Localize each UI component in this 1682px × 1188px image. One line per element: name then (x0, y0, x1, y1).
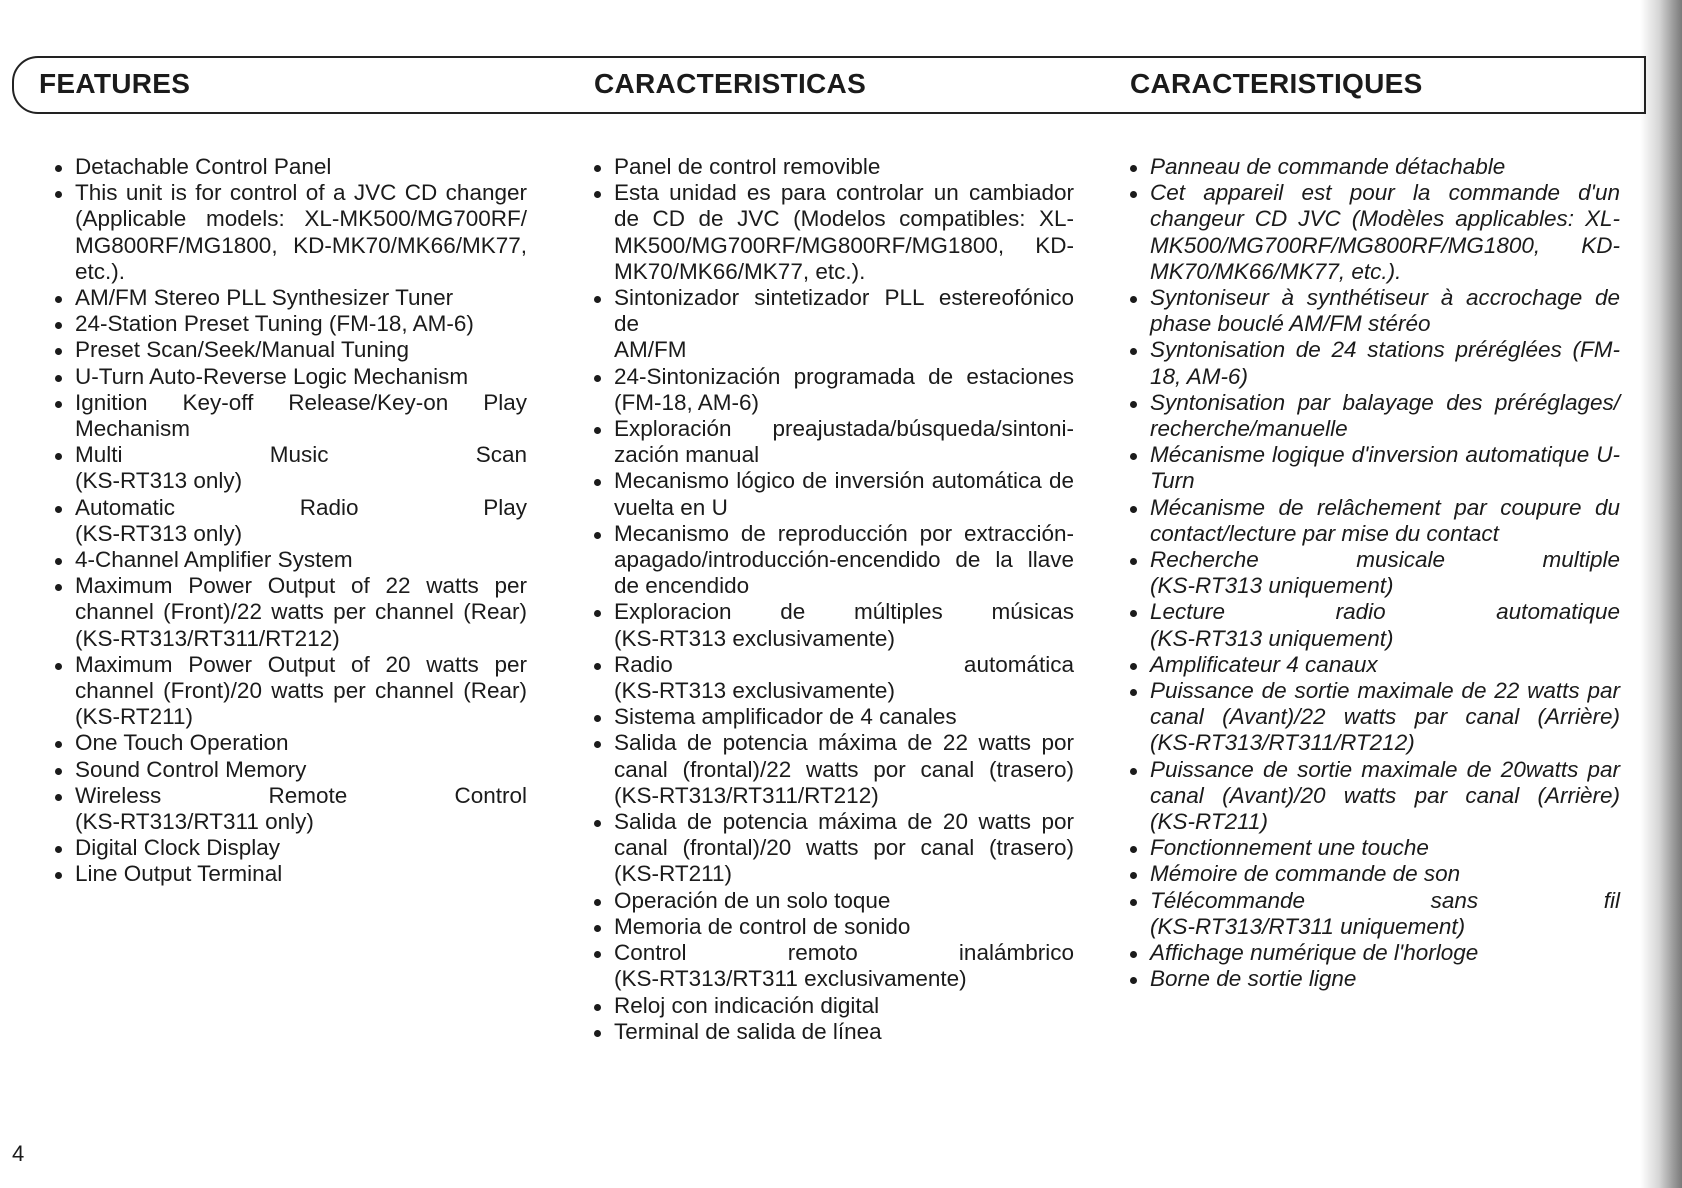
feature-item (1130, 678, 1620, 757)
feature-item (55, 861, 527, 887)
feature-text-line: Syntoniseur à synthétiseur à accrochage de (1150, 285, 1620, 311)
feature-text-line: MK500/MG700RF/MG800RF/MG1800, KD- (614, 232, 1074, 258)
feature-text-line: Puissance de sortie maximale de 20watts par (1150, 756, 1620, 782)
feature-text-line: Panel de control removible (614, 154, 881, 179)
feature-text-line: Exploracion de múltiples músicas (614, 599, 1074, 625)
feature-text-line: 4-Channel Amplifier System (75, 547, 353, 573)
feature-text-line: Automatic Radio Play (75, 494, 527, 520)
feature-text-line: AM/FM (614, 337, 687, 363)
english-feature-list (55, 154, 527, 888)
feature-item (594, 940, 1074, 992)
feature-text-line: Exploración preajustada/búsqueda/sintoni- (614, 416, 1074, 442)
feature-text-line: (KS-RT313/RT311/RT212) (614, 782, 879, 808)
feature-text-line: (KS-RT313 only) (75, 468, 243, 494)
feature-text-line: canal (Avant)/22 watts par canal (Arrière) (1150, 704, 1620, 730)
feature-text-line: Panneau de commande détachable (1150, 154, 1506, 179)
feature-text-line: Salida de potencia máxima de 20 watts por (614, 809, 1074, 835)
feature-text-line: (KS-RT313/RT311 exclusivamente) (614, 966, 967, 992)
feature-text-line: Esta unidad es para controlar un cambiador (614, 180, 1074, 206)
heading-caracteristicas: CARACTERISTICAS (594, 68, 867, 99)
feature-text-line: Digital Clock Display (75, 835, 281, 861)
feature-text-line: Terminal de salida de línea (614, 1018, 882, 1044)
feature-text-line: (FM-18, AM-6) (614, 389, 760, 415)
feature-item (55, 364, 527, 390)
english-column (55, 154, 527, 888)
feature-text-line: Turn (1150, 468, 1195, 494)
heading-caracteristiques: CARACTERISTIQUES (1130, 68, 1423, 99)
feature-text-line: Affichage numérique de l'horloge (1150, 940, 1479, 966)
feature-item (594, 285, 1074, 364)
feature-text-line: (KS-RT313/RT311/RT212) (75, 625, 340, 651)
feature-item (55, 783, 527, 835)
feature-text-line: Radio automática (614, 651, 1074, 677)
feature-text-line: Mécanisme logique d'inversion automatique U- (1150, 442, 1620, 468)
feature-item (55, 757, 527, 783)
feature-text-line: Cet appareil est pour la commande d'un (1150, 180, 1620, 206)
feature-text-line: Multi Music Scan (75, 442, 527, 468)
feature-text-line: AM/FM Stereo PLL Synthesizer Tuner (75, 285, 454, 311)
feature-item (1130, 442, 1620, 494)
french-column (1130, 154, 1620, 993)
feature-text-line: Télécommande sans fil (1150, 887, 1620, 913)
feature-text-line: contact/lecture par mise du contact (1150, 520, 1499, 546)
feature-item (594, 180, 1074, 285)
feature-item (55, 311, 527, 337)
feature-item (1130, 861, 1620, 887)
feature-text-line: canal (Avant)/20 watts par canal (Arrière) (1150, 782, 1620, 808)
feature-text-line: MG800RF/MG1800, KD-MK70/MK66/MK77, (75, 232, 527, 258)
feature-text-line: 18, AM-6) (1150, 363, 1248, 389)
feature-item (594, 154, 1074, 180)
feature-text-line: canal (frontal)/20 watts por canal (trasero) (614, 835, 1074, 861)
feature-item (55, 154, 527, 180)
feature-item (55, 180, 527, 285)
feature-item (1130, 835, 1620, 861)
feature-text-line: Maximum Power Output of 20 watts per (75, 651, 527, 677)
feature-item (594, 416, 1074, 468)
feature-text-line: Operación de un solo toque (614, 887, 891, 913)
feature-text-line: Recherche musicale multiple (1150, 547, 1620, 573)
feature-item (594, 730, 1074, 809)
feature-text-line: de encendido (614, 573, 750, 599)
feature-item (1130, 966, 1620, 992)
feature-text-line: Mémoire de commande de son (1150, 861, 1461, 887)
feature-text-line: 24-Sintonización programada de estaciones (614, 363, 1074, 389)
feature-item (55, 652, 527, 731)
heading-features: FEATURES (39, 68, 191, 99)
feature-item (594, 704, 1074, 730)
feature-text-line: Lecture radio automatique (1150, 599, 1620, 625)
feature-item (594, 914, 1074, 940)
feature-text-line: Maximum Power Output of 22 watts per (75, 573, 527, 599)
feature-item (1130, 180, 1620, 285)
feature-text-line: apagado/introducción-encendido de la llave (614, 547, 1074, 573)
feature-text-line: Sintonizador sintetizador PLL estereofónico de (614, 285, 1074, 337)
feature-text-line: Fonctionnement une touche (1150, 835, 1429, 861)
feature-text-line: Preset Scan/Seek/Manual Tuning (75, 337, 409, 363)
feature-text-line: Syntonisation de 24 stations préréglées (FM- (1150, 337, 1620, 363)
feature-item (55, 442, 527, 494)
feature-item (1130, 652, 1620, 678)
feature-text-line: Line Output Terminal (75, 861, 283, 887)
feature-text-line: U-Turn Auto-Reverse Logic Mechanism (75, 363, 469, 389)
feature-text-line: etc.). (75, 258, 126, 284)
spanish-feature-list (594, 154, 1074, 1045)
feature-item (55, 390, 527, 442)
feature-text-line: Wireless Remote Control (75, 782, 527, 808)
page-number: 4 (12, 1141, 25, 1166)
spanish-column (594, 154, 1074, 1045)
feature-item (594, 809, 1074, 888)
feature-item (55, 573, 527, 652)
feature-text-line: de CD de JVC (Modelos compatibles: XL- (614, 206, 1074, 232)
feature-text-line: (KS-RT313/RT311 only) (75, 809, 314, 835)
feature-item (55, 495, 527, 547)
feature-text-line: 24-Station Preset Tuning (FM-18, AM-6) (75, 311, 474, 337)
feature-text-line: MK500/MG700RF/MG800RF/MG1800, KD- (1150, 232, 1620, 258)
feature-text-line: Mecanismo lógico de inversión automática de (614, 468, 1074, 494)
feature-item (594, 521, 1074, 600)
feature-item (55, 730, 527, 756)
feature-item (1130, 888, 1620, 940)
feature-text-line: Salida de potencia máxima de 22 watts por (614, 730, 1074, 756)
feature-text-line: canal (frontal)/22 watts por canal (trasero) (614, 756, 1074, 782)
feature-text-line: Control remoto inalámbrico (614, 940, 1074, 966)
feature-item (594, 468, 1074, 520)
feature-text-line: Detachable Control Panel (75, 154, 332, 179)
feature-text-line: Syntonisation par balayage des préréglages/ (1150, 389, 1620, 415)
feature-item (1130, 390, 1620, 442)
feature-text-line: Mecanismo de reproducción por extracción- (614, 520, 1074, 546)
feature-text-line: channel (Front)/22 watts per channel (Rear) (75, 599, 527, 625)
feature-item (594, 364, 1074, 416)
feature-item (1130, 154, 1620, 180)
feature-text-line: MK70/MK66/MK77, etc.). (614, 258, 866, 284)
feature-item (594, 599, 1074, 651)
feature-item (1130, 599, 1620, 651)
feature-item (1130, 757, 1620, 836)
feature-text-line: phase bouclé AM/FM stéréo (1150, 311, 1431, 337)
feature-item (1130, 495, 1620, 547)
feature-text-line: recherche/manuelle (1150, 416, 1348, 442)
feature-text-line: This unit is for control of a JVC CD changer (75, 180, 527, 206)
feature-item (55, 547, 527, 573)
feature-item (594, 1019, 1074, 1045)
feature-item (1130, 285, 1620, 337)
feature-text-line: Puissance de sortie maximale de 22 watts par (1150, 678, 1620, 704)
feature-item (1130, 337, 1620, 389)
feature-item (55, 285, 527, 311)
feature-text-line: (KS-RT211) (75, 704, 193, 730)
feature-text-line: Memoria de control de sonido (614, 913, 911, 939)
feature-item (594, 993, 1074, 1019)
french-feature-list (1130, 154, 1620, 993)
feature-text-line: One Touch Operation (75, 730, 289, 756)
feature-text-line: (KS-RT313 exclusivamente) (614, 625, 895, 651)
feature-item (594, 652, 1074, 704)
feature-text-line: vuelta en U (614, 494, 728, 520)
feature-text-line: MK70/MK66/MK77, etc.). (1150, 258, 1402, 284)
feature-item (55, 337, 527, 363)
feature-text-line: zación manual (614, 442, 760, 468)
feature-text-line: (Applicable models: XL-MK500/MG700RF/ (75, 206, 527, 232)
feature-text-line: Ignition Key-off Release/Key-on Play (75, 389, 527, 415)
feature-text-line: Borne de sortie ligne (1150, 966, 1357, 992)
feature-text-line: Reloj con indicación digital (614, 992, 880, 1018)
feature-text-line: channel (Front)/20 watts per channel (Rear) (75, 678, 527, 704)
feature-text-line: Sound Control Memory (75, 756, 307, 782)
feature-text-line: (KS-RT211) (1150, 809, 1268, 835)
feature-item (1130, 547, 1620, 599)
feature-text-line: (KS-RT313/RT311 uniquement) (1150, 913, 1466, 939)
page-edge-shadow (1640, 0, 1682, 1188)
feature-text-line: Mécanisme de relâchement par coupure du (1150, 494, 1620, 520)
feature-item (1130, 940, 1620, 966)
feature-item (594, 888, 1074, 914)
feature-text-line: Mechanism (75, 416, 191, 442)
feature-text-line: (KS-RT313 exclusivamente) (614, 678, 895, 704)
feature-text-line: Amplificateur 4 canaux (1150, 651, 1378, 677)
feature-text-line: (KS-RT313 only) (75, 520, 243, 546)
feature-text-line: Sistema amplificador de 4 canales (614, 704, 957, 730)
feature-text-line: (KS-RT313/RT311/RT212) (1150, 730, 1415, 756)
feature-item (55, 835, 527, 861)
feature-text-line: (KS-RT211) (614, 861, 732, 887)
feature-text-line: changeur CD JVC (Modèles applicables: XL- (1150, 206, 1620, 232)
feature-text-line: (KS-RT313 uniquement) (1150, 625, 1394, 651)
feature-text-line: (KS-RT313 uniquement) (1150, 573, 1394, 599)
